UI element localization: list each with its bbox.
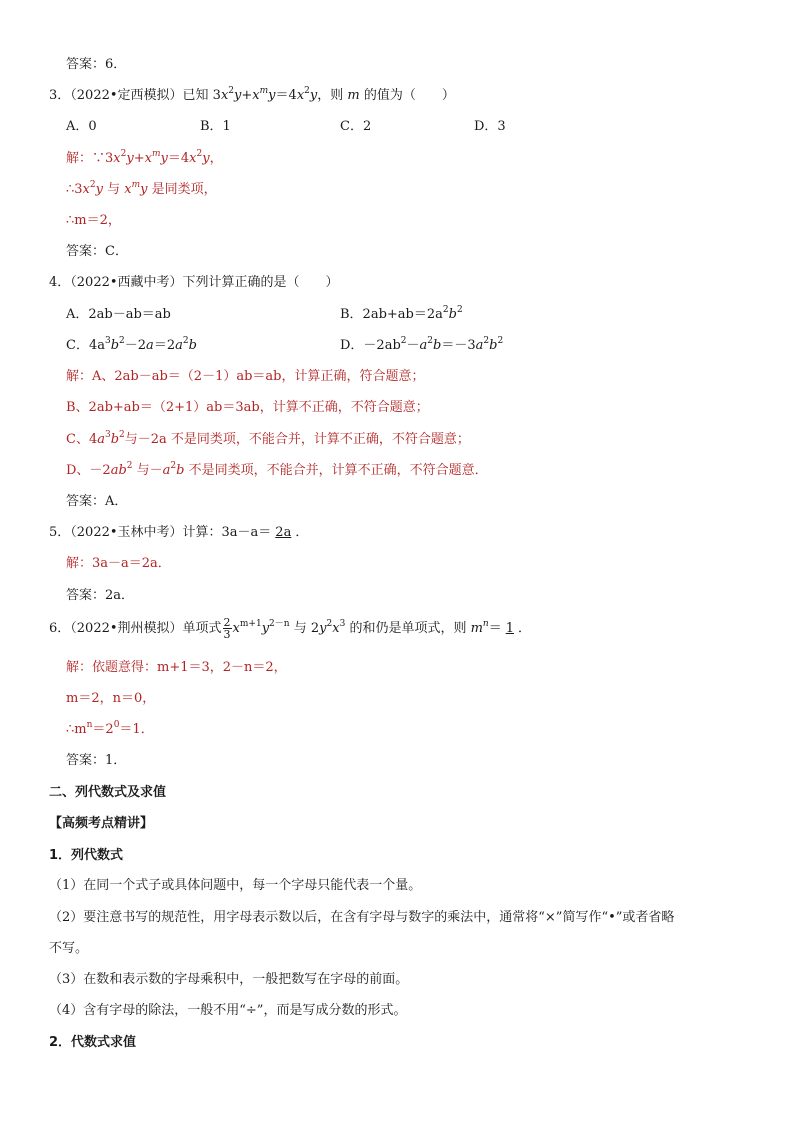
question-6-stem: 6．（2022•荆州模拟）单项式 $\frac{2}{3}$ $x^{m+1}y^{2-n}$ 与 $2y^2x^3$ 的和仍是单项式，则 $m^n= 1$ ． xyxy=(49,616,532,641)
answer-q4: 答案：A． xyxy=(66,494,128,509)
q6-solution-line-1: 解：依题意得：m+1＝3，2－n＝2， xyxy=(66,660,287,675)
heading-1: 1．列代数式 xyxy=(49,848,124,863)
answer-q2: 答案：6． xyxy=(66,57,127,72)
q3-solution-line-3: ∴m＝2， xyxy=(66,213,121,228)
paragraph-3: （3）在数和表示数的字母乘积中，一般把数写在字母的前面。 xyxy=(49,972,409,987)
q4-option-c: C．$4a^3b^2-2a=2a^2b$ xyxy=(66,336,197,353)
question-5-stem: 5．（2022•玉林中考）计算：3a－a＝ 2a ． xyxy=(49,525,309,540)
q3-solution-line-2: $\therefore 3x^2y$ 与 $x^my$ 是同类项， xyxy=(66,180,217,197)
paragraph-1: （1）在同一个式子或具体问题中，每一个字母只能代表一个量。 xyxy=(49,878,422,893)
fraction-two-thirds: $\frac{2}{3}$ xyxy=(223,616,231,641)
q5-solution: 解：3a－a＝2a． xyxy=(66,556,171,571)
q4-option-a: A．2ab－ab＝ab xyxy=(66,307,171,322)
answer-q6: 答案：1． xyxy=(66,753,127,768)
question-4-stem: 4．（2022•西藏中考）下列计算正确的是（ ） xyxy=(49,275,339,290)
q3-option-b: B．1 xyxy=(200,119,231,134)
heading-2: 2．代数式求值 xyxy=(49,1035,137,1050)
q6-solution-line-3: $\therefore m^n=2^0=1$． xyxy=(66,720,154,737)
paragraph-2-line-1: （2）要注意书写的规范性，用字母表示数以后，在含有字母与数字的乘法中，通常将“×”简写作“•”或者省略 xyxy=(49,910,675,925)
question-3-stem: 3．（2022•定西模拟）已知 $3x^2y+x^my=4x^2y$，则 m 的值为（ ） xyxy=(49,86,455,103)
q4-option-b: B．$2ab+ab=2a^2b^2$ xyxy=(340,305,463,322)
section-2-title: 二、列代数式及求值 xyxy=(49,785,167,800)
paragraph-4: （4）含有字母的除法，一般不用“÷”，而是写成分数的形式。 xyxy=(49,1003,407,1018)
q3-solution-line-1: 解：$\because 3x^2y+x^my=4x^2y$， xyxy=(66,149,223,166)
q4-solution-line-2: B、2ab+ab＝（2+1）ab＝3ab，计算不正确，不符合题意； xyxy=(66,400,429,415)
answer-q3: 答案：C． xyxy=(66,244,128,259)
answer-q5: 答案：2a． xyxy=(66,588,135,603)
q4-option-d: D．$-2ab^2-a^2b=-3a^2b^2$ xyxy=(340,336,504,353)
q4-solution-line-4: D、$-2ab^2$ 与$-a^2b$ 不是同类项，不能合并，计算不正确，不符合题意． xyxy=(66,461,488,478)
q6-solution-line-2: m＝2，n＝0， xyxy=(66,691,156,706)
q4-solution-line-1: 解：A、2ab－ab＝（2－1）ab＝ab，计算正确，符合题意； xyxy=(66,369,425,384)
q4-solution-line-3: C、$4a^3b^2$与－2a 不是同类项，不能合并，计算不正确，不符合题意； xyxy=(66,430,470,447)
paragraph-2-line-2: 不写。 xyxy=(49,941,89,956)
q3-option-d: D．3 xyxy=(474,119,506,134)
q3-option-c: C．2 xyxy=(340,119,372,134)
q3-option-a: A．0 xyxy=(66,119,97,134)
section-2-subtitle: 【高频考点精讲】 xyxy=(49,816,154,831)
